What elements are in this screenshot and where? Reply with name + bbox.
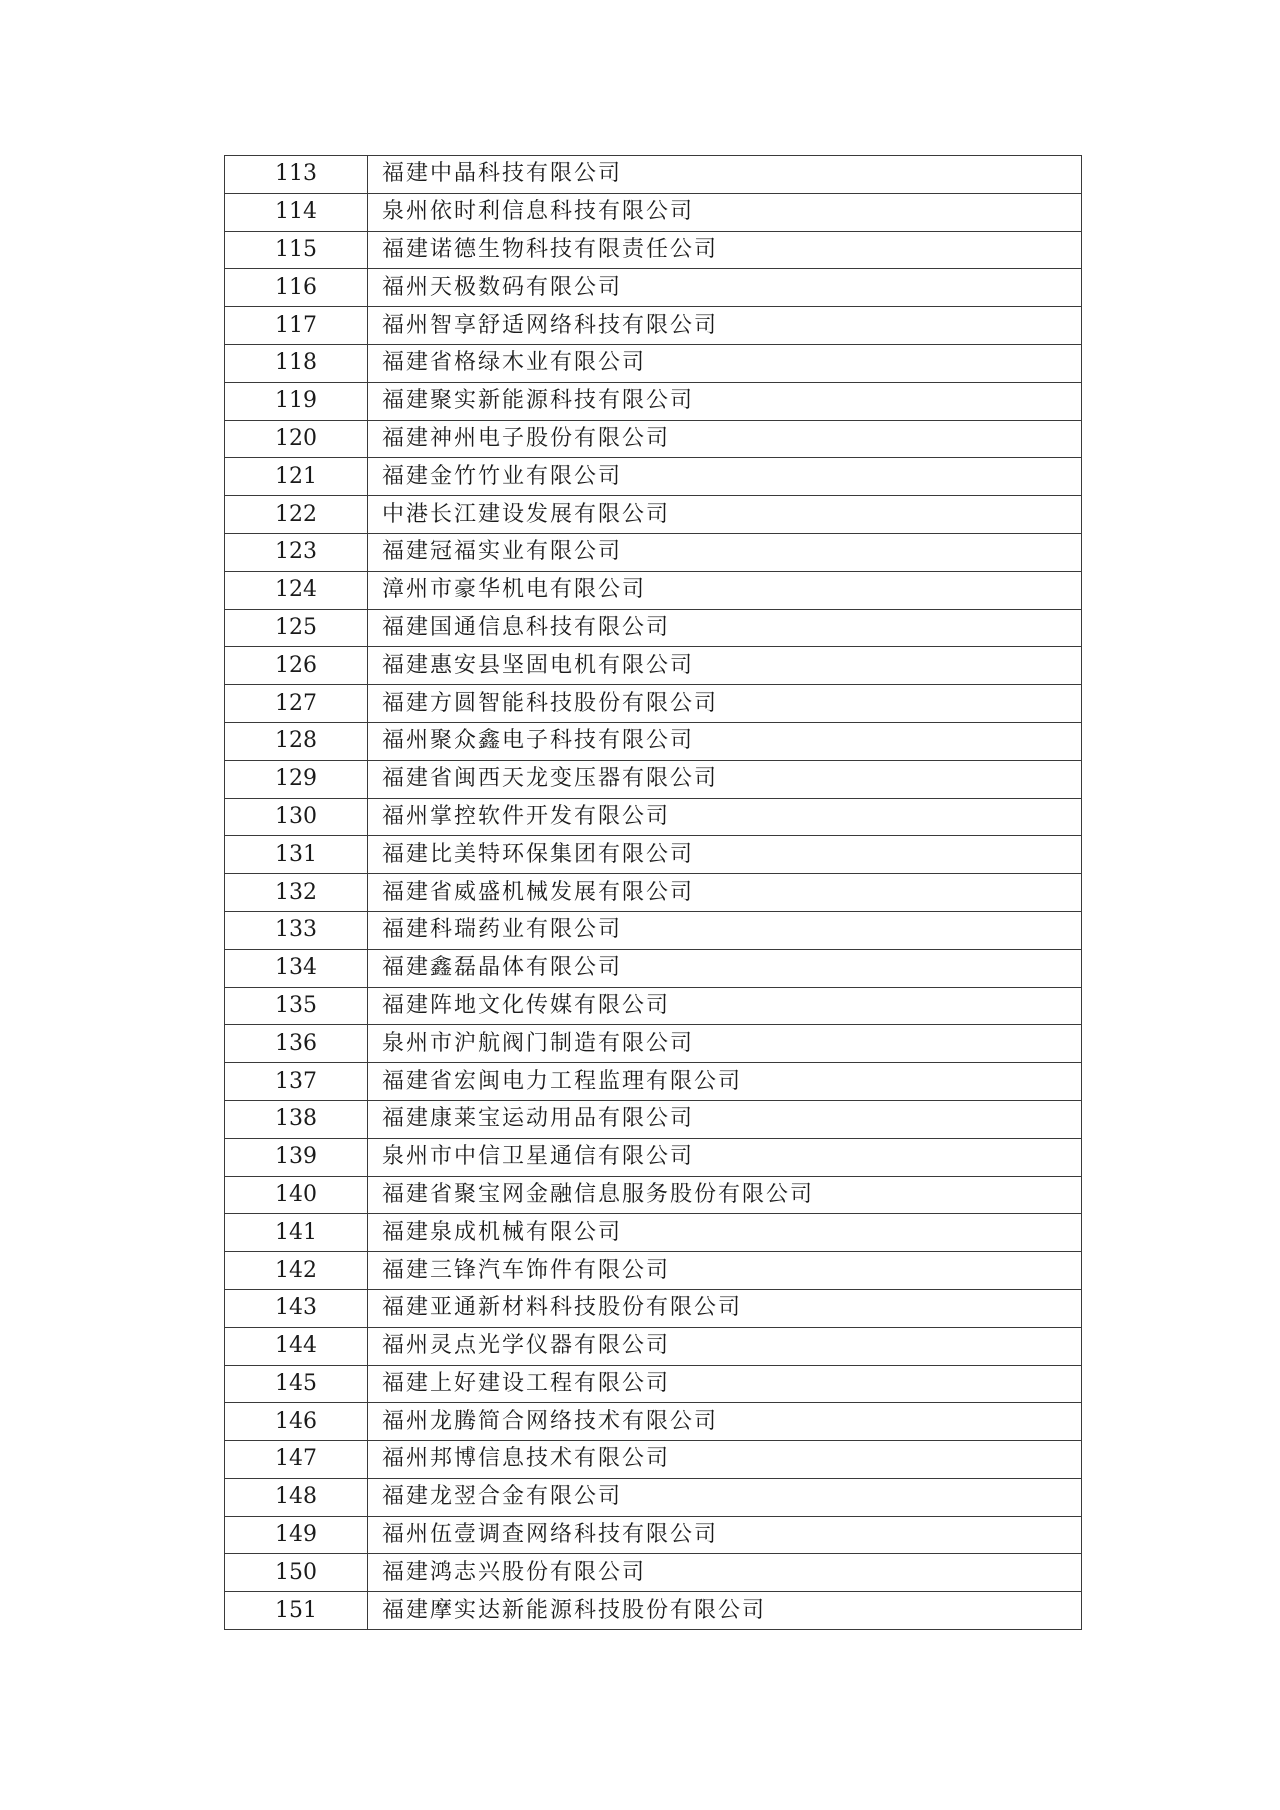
row-number-cell: 138: [225, 1100, 368, 1138]
row-number-cell: 123: [225, 533, 368, 571]
company-name-cell: 福建康莱宝运动用品有限公司: [368, 1100, 1082, 1138]
table-row: [225, 798, 1082, 836]
table-row: [225, 1365, 1082, 1403]
company-name-cell: 福建惠安县坚固电机有限公司: [368, 647, 1082, 685]
table-row: [225, 1025, 1082, 1063]
row-number-cell: 126: [225, 647, 368, 685]
company-name-cell: 福建诺德生物科技有限责任公司: [368, 231, 1082, 269]
row-number-cell: 129: [225, 760, 368, 798]
company-list-body: [225, 156, 1082, 1630]
table-row: [225, 571, 1082, 609]
company-name-cell: 福建中晶科技有限公司: [368, 156, 1082, 194]
company-name-cell: 福建三锋汽车饰件有限公司: [368, 1252, 1082, 1290]
row-number-cell: 132: [225, 874, 368, 912]
row-number-cell: 128: [225, 722, 368, 760]
table-row: [225, 1063, 1082, 1101]
table-row: [225, 647, 1082, 685]
row-number-cell: 121: [225, 458, 368, 496]
table-row: [225, 722, 1082, 760]
company-name-cell: 福州天极数码有限公司: [368, 269, 1082, 307]
company-name-cell: 福建上好建设工程有限公司: [368, 1365, 1082, 1403]
table-row: [225, 1214, 1082, 1252]
company-name-cell: 福建泉成机械有限公司: [368, 1214, 1082, 1252]
table-row: [225, 533, 1082, 571]
company-name-cell: 泉州市中信卫星通信有限公司: [368, 1138, 1082, 1176]
table-row: [225, 156, 1082, 194]
table-row: [225, 458, 1082, 496]
table-row: [225, 193, 1082, 231]
row-number-cell: 117: [225, 307, 368, 345]
company-name-cell: 福建冠福实业有限公司: [368, 533, 1082, 571]
company-name-cell: 泉州依时利信息科技有限公司: [368, 193, 1082, 231]
table-row: [225, 269, 1082, 307]
table-row: [225, 1327, 1082, 1365]
company-name-cell: 福州伍壹调查网络科技有限公司: [368, 1516, 1082, 1554]
table-row: [225, 1441, 1082, 1479]
company-name-cell: 福建摩实达新能源科技股份有限公司: [368, 1592, 1082, 1630]
row-number-cell: 127: [225, 685, 368, 723]
row-number-cell: 145: [225, 1365, 368, 1403]
row-number-cell: 119: [225, 382, 368, 420]
row-number-cell: 141: [225, 1214, 368, 1252]
row-number-cell: 125: [225, 609, 368, 647]
company-name-cell: 福州聚众鑫电子科技有限公司: [368, 722, 1082, 760]
row-number-cell: 113: [225, 156, 368, 194]
table-row: [225, 231, 1082, 269]
company-name-cell: 福州邦博信息技术有限公司: [368, 1441, 1082, 1479]
table-row: [225, 307, 1082, 345]
company-name-cell: 福建鑫磊晶体有限公司: [368, 949, 1082, 987]
company-name-cell: 福建省闽西天龙变压器有限公司: [368, 760, 1082, 798]
company-name-cell: 福州掌控软件开发有限公司: [368, 798, 1082, 836]
company-name-cell: 福建省格绿木业有限公司: [368, 344, 1082, 382]
company-name-cell: 福建阵地文化传媒有限公司: [368, 987, 1082, 1025]
company-name-cell: 福建方圆智能科技股份有限公司: [368, 685, 1082, 723]
row-number-cell: 116: [225, 269, 368, 307]
company-name-cell: 福建亚通新材料科技股份有限公司: [368, 1289, 1082, 1327]
company-name-cell: 漳州市豪华机电有限公司: [368, 571, 1082, 609]
table-row: [225, 1176, 1082, 1214]
row-number-cell: 135: [225, 987, 368, 1025]
table-row: [225, 911, 1082, 949]
row-number-cell: 148: [225, 1478, 368, 1516]
company-name-cell: 福建金竹竹业有限公司: [368, 458, 1082, 496]
row-number-cell: 130: [225, 798, 368, 836]
table-row: [225, 1478, 1082, 1516]
table-row: [225, 949, 1082, 987]
table-row: [225, 874, 1082, 912]
table-row: [225, 496, 1082, 534]
table-row: [225, 760, 1082, 798]
row-number-cell: 122: [225, 496, 368, 534]
company-name-cell: 中港长江建设发展有限公司: [368, 496, 1082, 534]
company-name-cell: 福建国通信息科技有限公司: [368, 609, 1082, 647]
table-row: [225, 1100, 1082, 1138]
table-row: [225, 1554, 1082, 1592]
table-row: [225, 382, 1082, 420]
table-row: [225, 1516, 1082, 1554]
row-number-cell: 146: [225, 1403, 368, 1441]
company-name-cell: 泉州市沪航阀门制造有限公司: [368, 1025, 1082, 1063]
row-number-cell: 142: [225, 1252, 368, 1290]
row-number-cell: 114: [225, 193, 368, 231]
row-number-cell: 140: [225, 1176, 368, 1214]
table-row: [225, 1592, 1082, 1630]
table-row: [225, 836, 1082, 874]
company-name-cell: 福建省威盛机械发展有限公司: [368, 874, 1082, 912]
company-name-cell: 福建省聚宝网金融信息服务股份有限公司: [368, 1176, 1082, 1214]
row-number-cell: 115: [225, 231, 368, 269]
company-list-table: [224, 155, 1082, 1630]
company-name-cell: 福州龙腾简合网络技术有限公司: [368, 1403, 1082, 1441]
row-number-cell: 137: [225, 1063, 368, 1101]
company-name-cell: 福建神州电子股份有限公司: [368, 420, 1082, 458]
company-name-cell: 福建省宏闽电力工程监理有限公司: [368, 1063, 1082, 1101]
company-name-cell: 福建龙翌合金有限公司: [368, 1478, 1082, 1516]
table-row: [225, 685, 1082, 723]
row-number-cell: 151: [225, 1592, 368, 1630]
company-name-cell: 福建科瑞药业有限公司: [368, 911, 1082, 949]
row-number-cell: 131: [225, 836, 368, 874]
table-row: [225, 1289, 1082, 1327]
company-name-cell: 福建比美特环保集团有限公司: [368, 836, 1082, 874]
table-row: [225, 609, 1082, 647]
row-number-cell: 134: [225, 949, 368, 987]
row-number-cell: 144: [225, 1327, 368, 1365]
row-number-cell: 124: [225, 571, 368, 609]
row-number-cell: 150: [225, 1554, 368, 1592]
table-row: [225, 1138, 1082, 1176]
company-name-cell: 福建鸿志兴股份有限公司: [368, 1554, 1082, 1592]
table-row: [225, 1252, 1082, 1290]
company-name-cell: 福州灵点光学仪器有限公司: [368, 1327, 1082, 1365]
table-row: [225, 344, 1082, 382]
table-row: [225, 1403, 1082, 1441]
row-number-cell: 118: [225, 344, 368, 382]
table-row: [225, 420, 1082, 458]
row-number-cell: 149: [225, 1516, 368, 1554]
row-number-cell: 120: [225, 420, 368, 458]
row-number-cell: 147: [225, 1441, 368, 1479]
company-name-cell: 福建聚实新能源科技有限公司: [368, 382, 1082, 420]
row-number-cell: 133: [225, 911, 368, 949]
row-number-cell: 143: [225, 1289, 368, 1327]
row-number-cell: 136: [225, 1025, 368, 1063]
row-number-cell: 139: [225, 1138, 368, 1176]
table-row: [225, 987, 1082, 1025]
company-name-cell: 福州智享舒适网络科技有限公司: [368, 307, 1082, 345]
